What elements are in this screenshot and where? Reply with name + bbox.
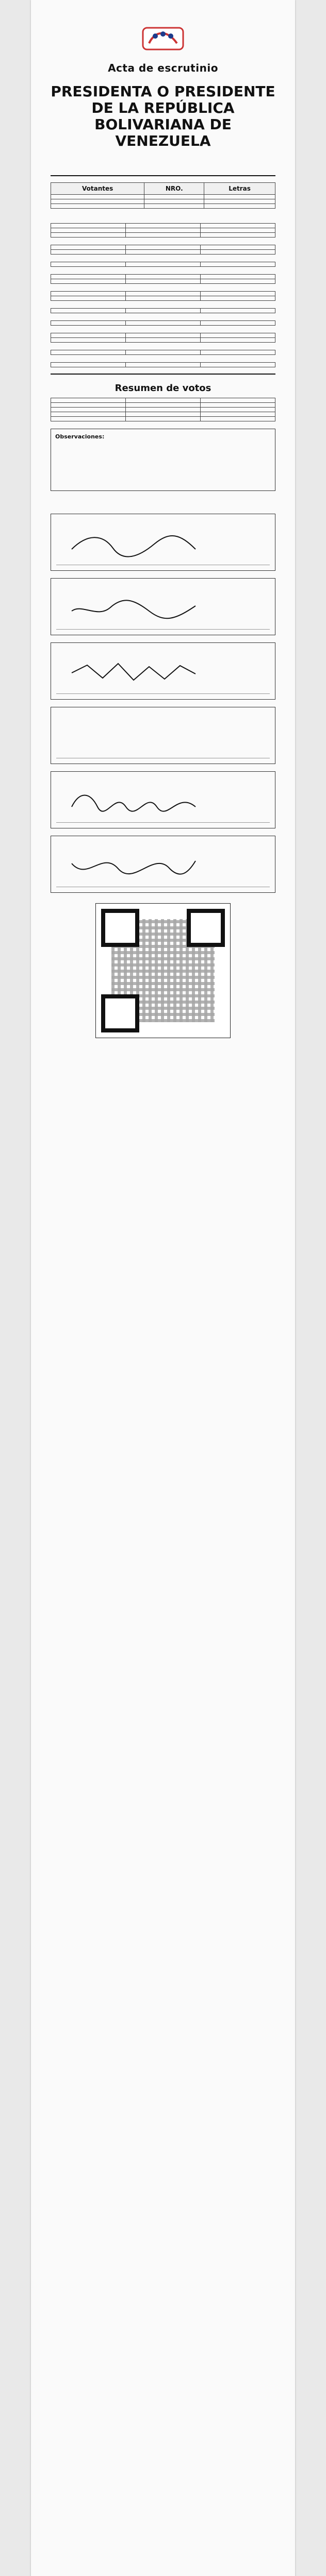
party-letters — [201, 224, 275, 228]
party-votes — [126, 262, 201, 267]
candidate-parties — [51, 291, 275, 301]
party-votes — [126, 250, 201, 255]
party-row — [51, 275, 275, 279]
signature-scribble — [67, 786, 201, 817]
divider-1 — [51, 175, 275, 176]
observations-box — [51, 429, 275, 491]
party-name — [51, 245, 126, 250]
signature-scribble — [67, 529, 201, 560]
party-letters — [201, 296, 275, 301]
signature-scribble — [67, 851, 201, 882]
party-row — [51, 224, 275, 228]
votes-label — [51, 204, 144, 209]
party-letters — [201, 363, 275, 367]
candidate-block — [51, 262, 275, 267]
summary-row — [51, 412, 275, 417]
summary-row — [51, 417, 275, 421]
votes-letters — [204, 195, 275, 199]
header — [51, 21, 275, 169]
party-name — [51, 228, 126, 233]
signature-scribble — [67, 657, 201, 688]
candidate-parties — [51, 333, 275, 343]
receipt-paper — [31, 0, 295, 2576]
qr-code — [95, 903, 231, 1038]
votes-label — [51, 199, 144, 204]
party-votes — [126, 275, 201, 279]
candidate-parties — [51, 362, 275, 367]
summary-row — [51, 398, 275, 403]
candidate-block — [51, 308, 275, 313]
candidate-block — [51, 320, 275, 326]
qr-finder-top-right — [187, 909, 225, 947]
party-row — [51, 296, 275, 301]
votes-letters — [204, 199, 275, 204]
votes-letters — [204, 204, 275, 209]
candidate-parties — [51, 245, 275, 255]
party-votes — [126, 321, 201, 326]
candidate-parties — [51, 350, 275, 355]
summary-row — [51, 403, 275, 408]
party-name — [51, 292, 126, 296]
party-row — [51, 350, 275, 355]
party-votes — [126, 309, 201, 313]
votes-row — [51, 204, 275, 209]
qr-finder-top-left — [101, 909, 139, 947]
summary-number — [126, 412, 201, 417]
party-votes — [126, 350, 201, 355]
candidates — [51, 223, 275, 367]
party-letters — [201, 245, 275, 250]
signer-block — [51, 578, 275, 635]
summary-number — [126, 417, 201, 421]
doc-title: Acta de escrutinio — [108, 62, 218, 74]
summary-number — [126, 398, 201, 403]
party-name — [51, 233, 126, 238]
party-row — [51, 279, 275, 284]
summary-label — [51, 398, 126, 403]
party-votes — [126, 363, 201, 367]
candidate-parties — [51, 320, 275, 326]
votes-label — [51, 195, 144, 199]
signature-area — [56, 652, 270, 694]
summary-number — [126, 403, 201, 408]
votes-number — [144, 204, 204, 209]
cne-logo — [140, 21, 186, 57]
party-row — [51, 233, 275, 238]
party-letters — [201, 321, 275, 326]
party-name — [51, 363, 126, 367]
votes-col-1: Votantes — [51, 183, 144, 195]
signature-area — [56, 781, 270, 823]
party-letters — [201, 279, 275, 284]
votes-row — [51, 199, 275, 204]
receipt-content — [31, 0, 295, 1064]
party-letters — [201, 262, 275, 267]
party-row — [51, 250, 275, 255]
candidate-block — [51, 245, 275, 255]
party-votes — [126, 292, 201, 296]
summary-label — [51, 417, 126, 421]
summary-letters — [201, 398, 275, 403]
signer-block — [51, 836, 275, 893]
party-row — [51, 321, 275, 326]
candidate-block — [51, 223, 275, 238]
party-name — [51, 250, 126, 255]
votes-table-header — [51, 183, 275, 195]
votes-number — [144, 199, 204, 204]
summary-table — [51, 398, 275, 421]
summary-letters — [201, 417, 275, 421]
candidate-block — [51, 291, 275, 301]
candidate-block — [51, 362, 275, 367]
summary-letters — [201, 412, 275, 417]
party-votes — [126, 338, 201, 343]
party-row — [51, 338, 275, 343]
summary-title: Resumen de votos — [115, 383, 211, 394]
signer-block — [51, 642, 275, 700]
party-letters — [201, 228, 275, 233]
votes-row — [51, 195, 275, 199]
party-row — [51, 228, 275, 233]
party-votes — [126, 245, 201, 250]
party-votes — [126, 333, 201, 338]
party-row — [51, 363, 275, 367]
signer-block — [51, 707, 275, 764]
party-name — [51, 338, 126, 343]
signature-area — [56, 845, 270, 887]
divider-2 — [51, 374, 275, 375]
summary-number — [126, 408, 201, 412]
candidate-parties — [51, 308, 275, 313]
observations-title: Observaciones: — [55, 433, 105, 440]
party-name — [51, 275, 126, 279]
summary-letters — [201, 403, 275, 408]
votes-number — [144, 195, 204, 199]
party-row — [51, 292, 275, 296]
observations-text — [55, 440, 271, 486]
signer-block — [51, 514, 275, 571]
votes-col-2: NRO. — [144, 183, 204, 195]
party-row — [51, 309, 275, 313]
party-letters — [201, 233, 275, 238]
party-votes — [126, 224, 201, 228]
party-letters — [201, 275, 275, 279]
party-row — [51, 262, 275, 267]
summary-row — [51, 408, 275, 412]
party-row — [51, 245, 275, 250]
cne-logo-mark — [140, 21, 186, 57]
votes-col-3: Letras — [204, 183, 275, 195]
party-name — [51, 321, 126, 326]
votes-table — [51, 182, 275, 209]
summary-label — [51, 403, 126, 408]
party-name — [51, 333, 126, 338]
signature-area — [56, 523, 270, 565]
party-letters — [201, 292, 275, 296]
summary-letters — [201, 408, 275, 412]
candidate-block — [51, 350, 275, 355]
party-votes — [126, 228, 201, 233]
candidate-parties — [51, 223, 275, 238]
qr-finder-bottom-left — [101, 994, 139, 1032]
party-letters — [201, 350, 275, 355]
signer-block — [51, 771, 275, 828]
signers — [51, 514, 275, 893]
party-row — [51, 333, 275, 338]
org-title: PRESIDENTA O PRESIDENTE DE LA REPÚBLICA BOLIVARIANA DE VENEZUELA — [51, 83, 275, 149]
party-name — [51, 350, 126, 355]
party-name — [51, 279, 126, 284]
party-name — [51, 309, 126, 313]
signature-area — [56, 588, 270, 630]
party-name — [51, 296, 126, 301]
party-name — [51, 262, 126, 267]
signature-scribble — [67, 593, 201, 624]
party-letters — [201, 309, 275, 313]
candidate-parties — [51, 262, 275, 267]
party-letters — [201, 338, 275, 343]
party-votes — [126, 233, 201, 238]
party-votes — [126, 279, 201, 284]
party-letters — [201, 333, 275, 338]
summary-label — [51, 408, 126, 412]
party-letters — [201, 250, 275, 255]
party-name — [51, 224, 126, 228]
summary-label — [51, 412, 126, 417]
candidate-block — [51, 333, 275, 343]
candidate-block — [51, 274, 275, 284]
signature-area — [56, 717, 270, 758]
candidate-parties — [51, 274, 275, 284]
party-votes — [126, 296, 201, 301]
